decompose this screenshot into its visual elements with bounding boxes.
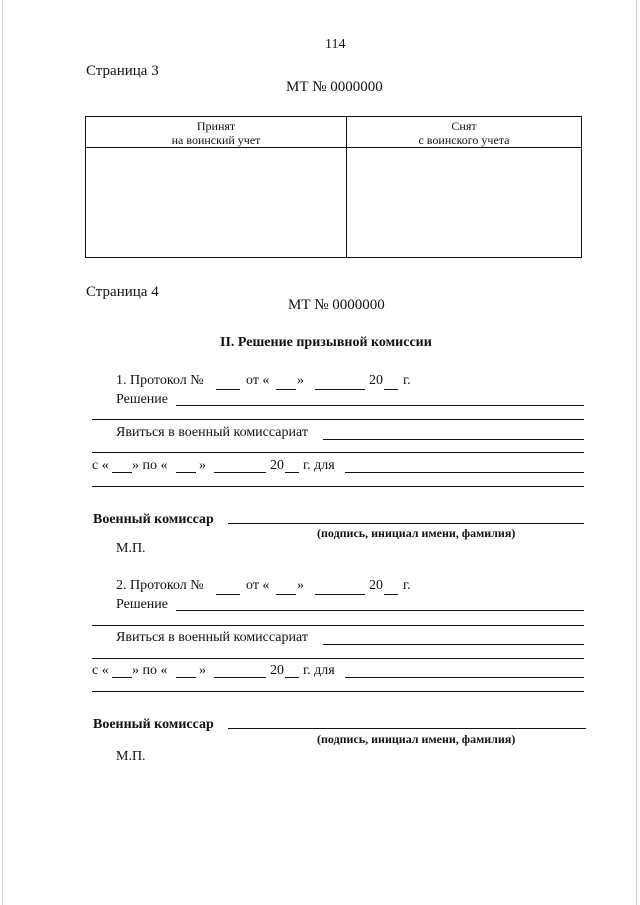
decision-field-line2[interactable] (92, 625, 584, 626)
commissar-label: Военный комиссар (93, 512, 214, 527)
period-from-day-field[interactable] (112, 677, 132, 678)
date-close-quote: » (297, 373, 304, 388)
page-number: 114 (325, 37, 346, 52)
page3-label: Страница 3 (86, 63, 159, 79)
period-purpose-label: г. для (303, 458, 335, 473)
page4-mt-number: МТ № 0000000 (288, 297, 385, 313)
date-open-label: от « (246, 373, 270, 388)
decision-field[interactable] (176, 610, 584, 611)
protocol-day-field[interactable] (276, 594, 296, 595)
decision-label: Решение (116, 597, 169, 612)
commissariat-field-line2[interactable] (92, 658, 584, 659)
signature-hint: (подпись, инициал имени, фамилия) (317, 526, 516, 540)
period-from-day-field[interactable] (112, 472, 132, 473)
period-close-quote: » (199, 458, 206, 473)
protocol-month-field[interactable] (315, 594, 365, 595)
year-prefix: 20 (369, 373, 383, 388)
commissariat-field-line2[interactable] (92, 452, 584, 453)
period-to-label: » по « (132, 663, 168, 678)
header-deregistered-line1: Снят (451, 119, 477, 133)
date-close-quote: » (297, 578, 304, 593)
registration-table (85, 116, 582, 258)
section-title: II. Решение призывной комиссии (220, 335, 432, 350)
period-to-day-field[interactable] (176, 472, 196, 473)
header-registered-line1: Принят (196, 119, 236, 133)
period-month-field[interactable] (214, 472, 266, 473)
period-close-quote: » (199, 663, 206, 678)
year-prefix: 20 (369, 578, 383, 593)
period-year-field[interactable] (285, 677, 299, 678)
header-deregistered-line2: с воинского учета (418, 133, 510, 147)
commissariat-field[interactable] (323, 439, 584, 440)
period-month-field[interactable] (214, 677, 266, 678)
header-registered-line2: на воинский учет (171, 133, 261, 147)
protocol-year-field[interactable] (384, 594, 398, 595)
stamp-place-label: М.П. (116, 749, 146, 764)
protocol-month-field[interactable] (315, 389, 365, 390)
period-year-field[interactable] (285, 472, 299, 473)
report-label: Явиться в военный комиссариат (116, 425, 308, 440)
period-purpose-field[interactable] (345, 677, 584, 678)
period-year-prefix: 20 (270, 663, 284, 678)
year-suffix: г. (403, 373, 411, 388)
protocol-day-field[interactable] (276, 389, 296, 390)
commissar-signature-field[interactable] (228, 523, 584, 524)
period-purpose-field-line2[interactable] (92, 486, 584, 487)
period-to-label: » по « (132, 458, 168, 473)
period-from-label: с « (92, 663, 109, 678)
page3-mt-number: МТ № 0000000 (286, 79, 383, 95)
scan-edge-right (636, 0, 637, 905)
decision-label: Решение (116, 392, 169, 407)
protocol-label: 2. Протокол № (116, 578, 204, 593)
protocol-label: 1. Протокол № (116, 373, 204, 388)
protocol-number-field[interactable] (216, 389, 240, 390)
commissar-signature-field[interactable] (228, 728, 586, 729)
table-header-divider (86, 147, 581, 148)
decision-field-line2[interactable] (92, 419, 584, 420)
period-to-day-field[interactable] (176, 677, 196, 678)
year-suffix: г. (403, 578, 411, 593)
period-purpose-label: г. для (303, 663, 335, 678)
period-from-label: с « (92, 458, 109, 473)
protocol-number-field[interactable] (216, 594, 240, 595)
period-purpose-field-line2[interactable] (92, 691, 584, 692)
table-header-registered (86, 119, 346, 147)
report-label: Явиться в военный комиссариат (116, 630, 308, 645)
period-year-prefix: 20 (270, 458, 284, 473)
protocol-year-field[interactable] (384, 389, 398, 390)
date-open-label: от « (246, 578, 270, 593)
stamp-place-label: М.П. (116, 541, 146, 556)
commissar-label: Военный комиссар (93, 717, 214, 732)
signature-hint: (подпись, инициал имени, фамилия) (317, 732, 516, 746)
commissariat-field[interactable] (323, 644, 584, 645)
period-purpose-field[interactable] (345, 472, 584, 473)
scan-edge-left (2, 0, 3, 905)
decision-field[interactable] (176, 405, 584, 406)
table-header-deregistered (347, 119, 581, 147)
page4-label: Страница 4 (86, 284, 159, 300)
